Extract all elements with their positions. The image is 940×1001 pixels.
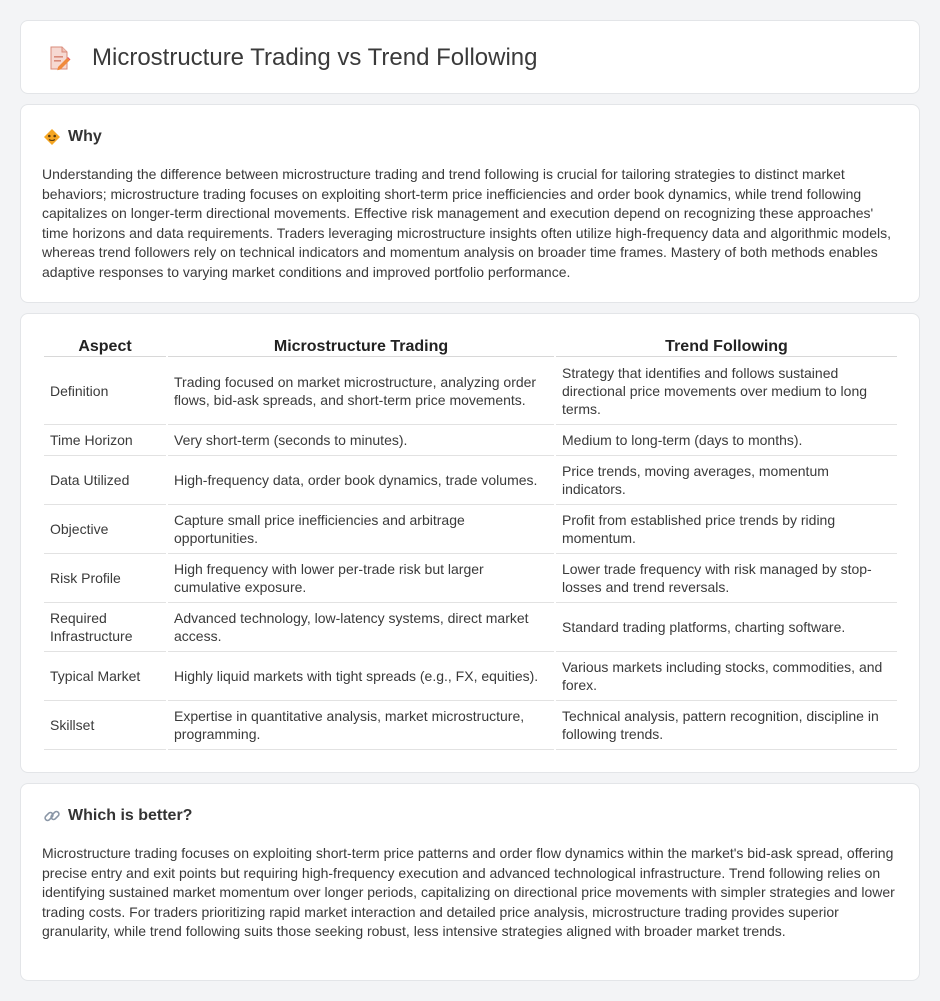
table-row [44, 603, 897, 652]
why-heading-row [43, 125, 102, 149]
row-microstructure: Expertise in quantitative analysis, market microstructure, programming. [168, 701, 554, 750]
better-heading-row [43, 804, 192, 828]
row-aspect: Skillset [44, 701, 166, 750]
table-row [44, 505, 897, 554]
row-microstructure: Capture small price inefficiencies and arbitrage opportunities. [168, 505, 554, 554]
page-title: Microstructure Trading vs Trend Following [92, 44, 538, 71]
document-pencil-icon [47, 45, 71, 71]
row-trend: Medium to long-term (days to months). [556, 425, 897, 456]
row-microstructure: Highly liquid markets with tight spreads (e.g., FX, equities). [168, 652, 554, 701]
link-icon [43, 807, 61, 825]
why-heading: Why [68, 128, 102, 145]
table-row [44, 701, 897, 750]
row-aspect: Data Utilized [44, 456, 166, 505]
row-microstructure: Advanced technology, low-latency systems, direct market access. [168, 603, 554, 652]
comparison-table [42, 335, 899, 750]
why-section [20, 104, 920, 303]
table-row [44, 425, 897, 456]
row-trend: Lower trade frequency with risk managed by stop-losses and trend reversals. [556, 554, 897, 603]
row-aspect: Objective [44, 505, 166, 554]
row-trend: Standard trading platforms, charting software. [556, 603, 897, 652]
better-text: Microstructure trading focuses on exploiting short-term price patterns and order flow dynamics within the market's bid-ask spread, offering precise entry and exit points but requiring high-frequency execution and advanced technological infrastructure. Trend following relies on identifying sustained market momentum over longer periods, capitalizing on directional price movements with simpler strategies and lower trading costs. For traders prioritizing rapid market interaction and detailed price analysis, microstructure trading provides superior granularity, while trend following suits those seeking robust, less intensive strategies aligned with broader market trends. [42, 845, 895, 939]
row-trend: Profit from established price trends by riding momentum. [556, 505, 897, 554]
table-row [44, 456, 897, 505]
row-trend: Price trends, moving averages, momentum indicators. [556, 456, 897, 505]
comparison-section [20, 313, 920, 773]
diamond-warning-icon [43, 128, 61, 146]
row-microstructure: High-frequency data, order book dynamics, trade volumes. [168, 456, 554, 505]
table-header-row [44, 335, 897, 357]
which-better-section [20, 783, 920, 981]
row-microstructure: High frequency with lower per-trade risk but larger cumulative exposure. [168, 554, 554, 603]
row-aspect: Time Horizon [44, 425, 166, 456]
row-aspect: Required Infrastructure [44, 603, 166, 652]
row-trend: Technical analysis, pattern recognition, discipline in following trends. [556, 701, 897, 750]
row-aspect: Typical Market [44, 652, 166, 701]
table-row [44, 357, 897, 425]
row-microstructure: Very short-term (seconds to minutes). [168, 425, 554, 456]
header-microstructure: Microstructure Trading [168, 335, 554, 357]
row-trend: Strategy that identifies and follows sustained directional price movements over medium to long terms. [556, 357, 897, 425]
header-trend: Trend Following [556, 335, 897, 357]
row-aspect: Definition [44, 357, 166, 425]
table-row [44, 652, 897, 701]
header-card [20, 20, 920, 94]
row-microstructure: Trading focused on market microstructure, analyzing order flows, bid-ask spreads, and short-term price movements. [168, 357, 554, 425]
row-trend: Various markets including stocks, commodities, and forex. [556, 652, 897, 701]
row-aspect: Risk Profile [44, 554, 166, 603]
better-heading: Which is better? [68, 807, 193, 824]
why-text: Understanding the difference between microstructure trading and trend following is crucial for tailoring strategies to distinct market behaviors; microstructure trading focuses on exploiting short-term price inefficiencies and order book dynamics, while trend following capitalizes on longer-term directional movements. Effective risk management and execution depend on recognizing these approaches' time horizons and data requirements. Traders leveraging microstructure insights often utilize high-frequency data and algorithmic models, whereas trend followers rely on technical indicators and momentum analysis on broader time frames. Mastery of both methods enables adaptive responses to varying market conditions and improved portfolio performance. [42, 166, 891, 280]
table-row [44, 554, 897, 603]
header-aspect: Aspect [44, 335, 166, 357]
